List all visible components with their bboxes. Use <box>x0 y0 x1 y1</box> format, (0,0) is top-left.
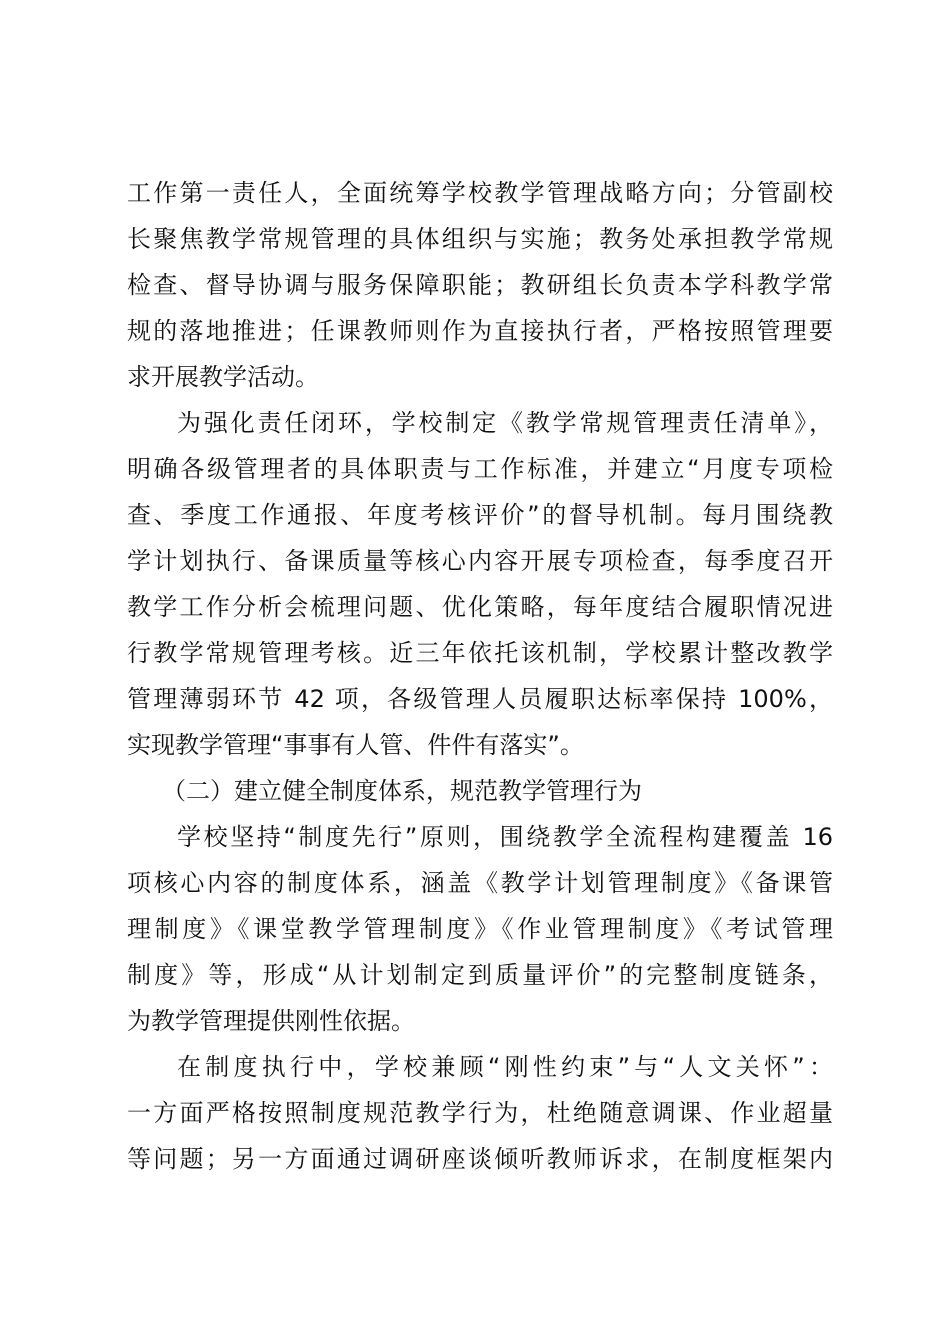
paragraph-2-line-7: 管理薄弱环节 42 项，各级管理人员履职达标率保持 100%， <box>127 685 833 713</box>
paragraph-2-line-5: 教学工作分析会梳理问题、优化策略，每年度结合履职情况进 <box>127 593 833 621</box>
paragraph-1-line-5: 求开展教学活动。 <box>127 363 319 391</box>
paragraph-1-line-3: 检查、督导协调与服务保障职能；教研组长负责本学科教学常 <box>127 271 833 299</box>
paragraph-2-line-4: 学计划执行、备课质量等核心内容开展专项检查，每季度召开 <box>127 547 833 575</box>
paragraph-1-line-4: 规的落地推进；任课教师则作为直接执行者，严格按照管理要 <box>127 317 833 345</box>
paragraph-4-line-3: 等问题；另一方面通过调研座谈倾听教师诉求，在制度框架内 <box>127 1145 833 1173</box>
paragraph-3-line-1: 学校坚持“制度先行”原则，围绕教学全流程构建覆盖 16 <box>177 823 833 851</box>
paragraph-2-line-2: 明确各级管理者的具体职责与工作标准，并建立“月度专项检 <box>127 455 833 483</box>
paragraph-4-line-2: 一方面严格按照制度规范教学行为，杜绝随意调课、作业超量 <box>127 1099 833 1127</box>
paragraph-4-line-1: 在制度执行中，学校兼顾“刚性约束”与“人文关怀”： <box>177 1053 833 1081</box>
paragraph-1-line-2: 长聚焦教学常规管理的具体组织与实施；教务处承担教学常规 <box>127 225 833 253</box>
paragraph-3-line-4: 制度》等，形成“从计划制定到质量评价”的完整制度链条， <box>127 961 833 989</box>
section-heading: （二）建立健全制度体系，规范教学管理行为 <box>162 777 642 805</box>
paragraph-1-line-1: 工作第一责任人，全面统筹学校教学管理战略方向；分管副校 <box>127 179 833 207</box>
paragraph-2-line-1: 为强化责任闭环，学校制定《教学常规管理责任清单》， <box>177 409 833 437</box>
paragraph-2-line-8: 实现教学管理“事事有人管、件件有落实”。 <box>127 731 584 759</box>
paragraph-3-line-5: 为教学管理提供刚性依据。 <box>127 1007 415 1035</box>
paragraph-3-line-3: 理制度》《课堂教学管理制度》《作业管理制度》《考试管理 <box>127 915 833 943</box>
paragraph-2-line-6: 行教学常规管理考核。近三年依托该机制，学校累计整改教学 <box>127 639 833 667</box>
paragraph-3-line-2: 项核心内容的制度体系，涵盖《教学计划管理制度》《备课管 <box>127 869 833 897</box>
paragraph-2-line-3: 查、季度工作通报、年度考核评价”的督导机制。每月围绕教 <box>127 501 833 529</box>
